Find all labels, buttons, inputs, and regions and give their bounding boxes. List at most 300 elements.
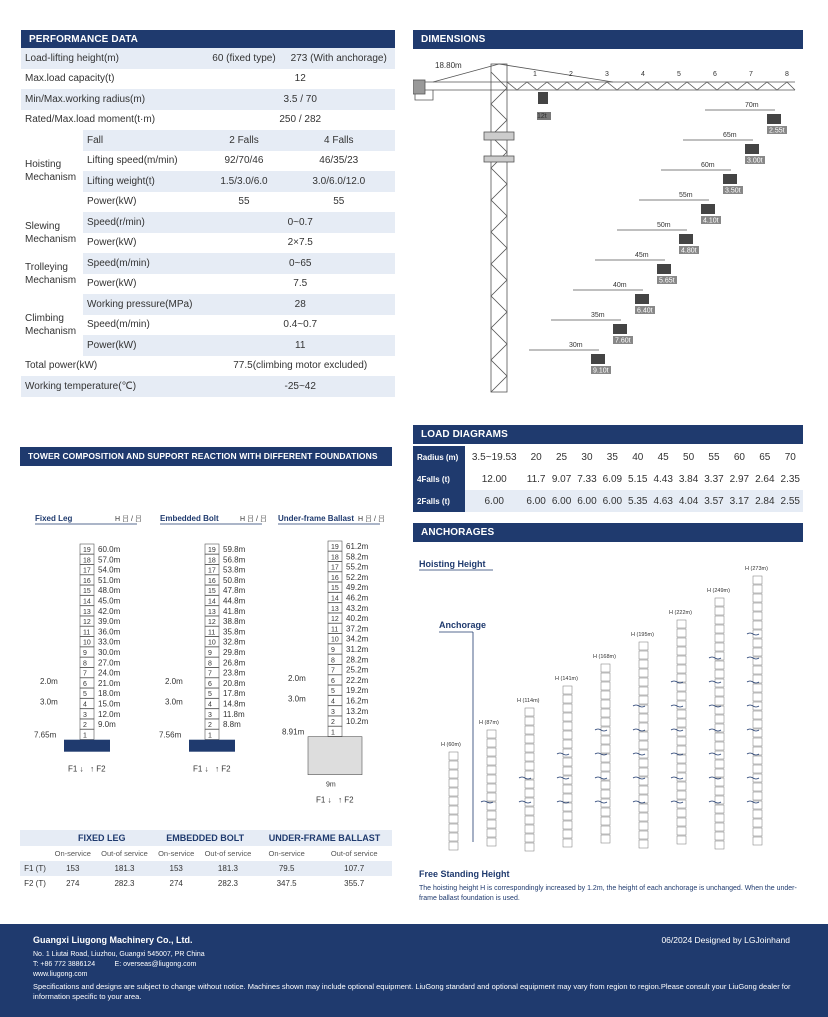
height-label: 61.2m xyxy=(346,542,369,551)
height-label: 40.2m xyxy=(346,614,369,624)
tower-title: TOWER COMPOSITION AND SUPPORT REACTION WITH DIFFERENT FOUNDATIONS xyxy=(20,447,392,466)
anchor-mast-section xyxy=(449,761,458,769)
anchor-mast-section xyxy=(715,832,724,840)
anchor-mast-section xyxy=(715,823,724,831)
anchorages-title: ANCHORAGES xyxy=(413,523,803,542)
anchorages-diagram xyxy=(413,552,803,864)
height-label: 21.0m xyxy=(98,678,121,688)
mast-section-number: 8 xyxy=(208,660,212,668)
anchor-mast-section xyxy=(639,777,648,785)
dimensions-diagram xyxy=(413,52,803,412)
foundation-block xyxy=(189,740,235,752)
height-label: 58.2m xyxy=(346,552,369,562)
anchor-mast-section xyxy=(753,603,762,611)
anchor-mast-section xyxy=(563,749,572,757)
anchor-mast-section xyxy=(677,683,686,691)
height-label: 20.8m xyxy=(223,678,246,688)
anchor-mast-section xyxy=(487,766,496,774)
mast-section-number: 7 xyxy=(331,667,335,675)
mast-section-number: 3 xyxy=(331,708,335,716)
mast-section-number: 10 xyxy=(208,639,216,647)
anchor-mast-section xyxy=(563,830,572,838)
height-label: 55.2m xyxy=(346,562,369,572)
sub-header-cell: Out-of service xyxy=(330,849,378,858)
height-label: 49.2m xyxy=(346,583,369,593)
sub-header-cell: On-service xyxy=(158,849,195,858)
anchor-mast-section xyxy=(677,791,686,799)
load-diagrams-title: LOAD DIAGRAMS xyxy=(413,425,803,444)
anchor-mast-section xyxy=(639,786,648,794)
height-label: 25.2m xyxy=(346,665,369,675)
two-falls-cell: 4.04 xyxy=(676,490,701,512)
f1-label: F1 ↓ xyxy=(193,764,209,774)
anchor-mast-section xyxy=(715,697,724,705)
jib-section-number: 8 xyxy=(785,71,789,78)
anchor-mast-section xyxy=(753,756,762,764)
load-weight-label: 3.50t xyxy=(725,187,741,195)
anchor-mast-section xyxy=(753,819,762,827)
table-row: Slewing Mechanism Speed(r/min) 0~0.7 xyxy=(21,212,395,233)
load-weight-label: 7.60t xyxy=(615,337,631,345)
height-label: 14.8m xyxy=(223,699,246,709)
anchor-mast-section xyxy=(639,687,648,695)
table-row: Trolleying Mechanism Speed(m/min) 0~65 xyxy=(21,253,395,274)
anchor-mast-section xyxy=(753,711,762,719)
height-label: 46.2m xyxy=(346,593,369,603)
anchor-mast-section xyxy=(677,710,686,718)
anchor-mast-section xyxy=(677,746,686,754)
anchor-mast-section xyxy=(449,833,458,841)
anchor-mast-section xyxy=(639,723,648,731)
anchor-mast-section xyxy=(601,736,610,744)
anchor-mast-section xyxy=(639,813,648,821)
anchor-mast-section xyxy=(525,708,534,716)
website-link[interactable]: www.liugong.com xyxy=(33,971,88,978)
anchor-mast-section xyxy=(601,709,610,717)
anchor-mast-section xyxy=(753,684,762,692)
load-block xyxy=(635,294,649,304)
table-row: Climbing Mechanism Working pressure(MPa) 28 xyxy=(21,294,395,315)
mast-section-number: 11 xyxy=(83,629,91,637)
anchor-mast-section xyxy=(601,673,610,681)
height-label: 57.0m xyxy=(98,555,121,565)
mast-section-number: 14 xyxy=(208,598,216,606)
anchor-mast-section xyxy=(677,620,686,628)
anchor-mast-section xyxy=(601,835,610,843)
radius-cell: 55 xyxy=(708,451,720,463)
radius-cell: 70 xyxy=(784,451,796,463)
dim-label: 3.0m xyxy=(288,694,306,704)
two-falls-cell: 2.55 xyxy=(778,490,804,512)
height-label: 9.0m xyxy=(98,720,116,730)
jib-section-number: 2 xyxy=(569,71,573,78)
anchor-mast-section xyxy=(753,621,762,629)
anchor-mast-section xyxy=(715,778,724,786)
anchor-mast-section xyxy=(715,760,724,768)
height-label: 36.0m xyxy=(98,627,121,637)
anchor-mast-section xyxy=(525,789,534,797)
anchor-mast-section xyxy=(715,742,724,750)
anchor-mast-section xyxy=(563,713,572,721)
anchor-mast-section xyxy=(753,828,762,836)
table-row: 4Falls (t) 12.00 11.7 9.07 7.33 6.09 5.15 4.43 3.84 3.37 2.97 2.64 2.35 xyxy=(413,468,803,490)
anchor-mast-section xyxy=(753,657,762,665)
four-falls-cell: 3.37 xyxy=(704,473,724,485)
radius-label: 60m xyxy=(701,162,715,169)
mast-section-number: 5 xyxy=(331,688,335,696)
anchor-mast-section xyxy=(525,753,534,761)
mast-section-number: 2 xyxy=(83,722,87,730)
load-block xyxy=(679,234,693,244)
anchor-mast-section xyxy=(639,768,648,776)
anchor-mast-section xyxy=(639,642,648,650)
anchor-mast-section xyxy=(715,661,724,669)
radius-cell: 65 xyxy=(759,451,771,463)
anchor-mast-section xyxy=(677,629,686,637)
radius-cell: 20 xyxy=(530,451,542,463)
radius-label: 55m xyxy=(679,192,693,199)
performance-table xyxy=(21,48,395,397)
anchor-mast-section xyxy=(525,807,534,815)
anchor-mast-section xyxy=(753,648,762,656)
anchor-mast-section xyxy=(639,678,648,686)
table-row: Power(kW) 55 55 xyxy=(87,196,345,208)
two-falls-cell: 4.63 xyxy=(650,490,675,512)
svg-text:12t: 12t xyxy=(537,113,547,120)
reaction-cell: 274 xyxy=(169,879,183,888)
jib-section-number: 5 xyxy=(677,71,681,78)
mast-section-number: 13 xyxy=(83,608,91,616)
tower-height-label: H (141m) xyxy=(555,676,578,682)
dim-label: 7.56m xyxy=(159,730,182,740)
anchor-mast-section xyxy=(601,664,610,672)
anchor-mast-section xyxy=(563,767,572,775)
height-label: 48.0m xyxy=(98,586,121,596)
tower-height-label: H (168m) xyxy=(593,654,616,660)
dim-label: 8.91m xyxy=(282,727,305,737)
anchor-mast-section xyxy=(563,695,572,703)
anchor-mast-section xyxy=(677,737,686,745)
dim-label: 3.0m xyxy=(40,697,58,707)
anchor-mast-section xyxy=(563,740,572,748)
four-falls-cell: 11.7 xyxy=(526,473,546,485)
anchor-mast-section xyxy=(525,798,534,806)
mast-section-number: 11 xyxy=(208,629,216,637)
height-label: 19.2m xyxy=(346,686,369,696)
anchor-mast-section xyxy=(449,797,458,805)
anchor-mast-section xyxy=(601,682,610,690)
anchor-mast-section xyxy=(677,665,686,673)
height-label: 52.2m xyxy=(346,572,369,582)
anchor-mast-section xyxy=(563,758,572,766)
mast-section-number: 6 xyxy=(331,677,335,685)
load-block xyxy=(745,144,759,154)
mast-section-number: 5 xyxy=(83,691,87,699)
height-label: 8.8m xyxy=(223,720,241,730)
anchor-mast-section xyxy=(639,795,648,803)
tower-height-label: H (114m) xyxy=(517,698,540,704)
anchor-mast-section xyxy=(753,666,762,674)
table-row: Speed(m/min) 0.4~0.7 xyxy=(87,319,318,331)
foundation-label: Fixed Leg xyxy=(35,514,73,523)
anchor-mast-section xyxy=(639,741,648,749)
anchor-mast-section xyxy=(487,748,496,756)
anchor-mast-section xyxy=(449,842,458,850)
sub-header-cell: Out-of service xyxy=(204,849,252,858)
mast-section-number: 19 xyxy=(331,544,339,551)
anchor-mast-section xyxy=(753,675,762,683)
anchor-mast-section xyxy=(753,630,762,638)
mast-section-number: 3 xyxy=(208,711,212,719)
reaction-cell: 153 xyxy=(50,861,96,876)
mast-section-number: 1 xyxy=(208,732,212,740)
mast-section-number: 17 xyxy=(208,567,216,575)
height-label: 15.0m xyxy=(98,699,121,709)
height-label: 26.8m xyxy=(223,658,246,668)
tower-height-label: H (222m) xyxy=(669,610,692,616)
mast-section-number: 17 xyxy=(83,567,91,575)
mast-section-number: 18 xyxy=(331,554,339,562)
anchor-mast-section xyxy=(715,715,724,723)
radius-label: 40m xyxy=(613,282,627,289)
anchor-mast-section xyxy=(449,788,458,796)
anchor-mast-section xyxy=(639,651,648,659)
mast-section-number: 16 xyxy=(208,577,216,585)
table-row: Power(kW) 7.5 xyxy=(87,278,308,290)
load-block xyxy=(767,114,781,124)
anchor-mast-section xyxy=(639,750,648,758)
reaction-cell: 153 xyxy=(153,861,199,876)
radius-label: 70m xyxy=(745,102,759,109)
jib-section-number: 4 xyxy=(641,71,645,78)
anchor-mast-section xyxy=(715,625,724,633)
dim-label: 3.0m xyxy=(165,697,183,707)
anchor-mast-section xyxy=(677,701,686,709)
mast-section-number: 5 xyxy=(208,691,212,699)
anchor-mast-section xyxy=(487,775,496,783)
mast-section-number: 4 xyxy=(208,701,212,709)
radius-cell: 60 xyxy=(733,451,745,463)
anchor-mast-section xyxy=(753,594,762,602)
two-falls-cell: 6.00 xyxy=(600,490,625,512)
mast-section-number: 7 xyxy=(208,670,212,678)
height-label: 27.0m xyxy=(98,658,121,668)
anchor-mast-section xyxy=(601,691,610,699)
four-falls-cell: 2.97 xyxy=(729,473,750,485)
load-weight-label: 5.65t xyxy=(659,277,675,285)
anchor-mast-section xyxy=(601,754,610,762)
height-label: 54.0m xyxy=(98,565,121,575)
anchor-mast-section xyxy=(753,747,762,755)
anchor-mast-section xyxy=(753,576,762,584)
two-falls-cell: 2.84 xyxy=(752,490,777,512)
anchor-mast-section xyxy=(639,831,648,839)
load-weight-label: 4.10t xyxy=(703,217,719,225)
anchor-mast-section xyxy=(601,700,610,708)
radius-label: 35m xyxy=(591,312,605,319)
f2-label: ↑ F2 xyxy=(338,795,354,805)
mast-section-number: 15 xyxy=(83,588,91,596)
tower-height-label: H (87m) xyxy=(479,720,499,726)
mast-section-number: 4 xyxy=(83,701,87,709)
anchor-mast-section xyxy=(601,781,610,789)
anchor-mast-section xyxy=(639,759,648,767)
anchor-mast-section xyxy=(753,783,762,791)
height-label: 56.8m xyxy=(223,555,246,565)
table-row: Min/Max.working radius(m) 3.5 / 70 xyxy=(21,89,395,110)
tower-height-label: H (249m) xyxy=(707,588,730,594)
two-falls-cell: 6.00 xyxy=(523,490,548,512)
anchor-mast-section xyxy=(525,735,534,743)
table-row: 2Falls (t) 6.00 6.00 6.00 6.00 6.00 5.35 4.63 4.04 3.57 3.17 2.84 2.55 xyxy=(413,490,803,512)
anchor-mast-section xyxy=(753,639,762,647)
mast-section-number: 2 xyxy=(331,719,335,727)
anchor-mast-section xyxy=(715,706,724,714)
company-address: No. 1 Liutai Road, Liuzhou, Guangxi 545007, PR China T: +86 772 3886124 E: overseas@liugong.com www.liugong.com xyxy=(33,951,205,978)
anchorage-label: Anchorage xyxy=(439,620,487,630)
anchor-mast-section xyxy=(715,670,724,678)
mast-section-number: 18 xyxy=(208,557,216,565)
anchor-mast-section xyxy=(487,793,496,801)
anchor-mast-section xyxy=(715,634,724,642)
height-label: 59.8m xyxy=(223,545,246,554)
radius-cell: 50 xyxy=(683,451,695,463)
dimensions-title: DIMENSIONS xyxy=(413,30,803,49)
height-label: 30.0m xyxy=(98,648,121,657)
radius-label: 45m xyxy=(635,252,649,259)
anchor-mast-section xyxy=(563,776,572,784)
performance-title: PERFORMANCE DATA xyxy=(21,30,395,49)
height-label: 16.2m xyxy=(346,696,369,706)
table-row: Power(kW) 2×7.5 xyxy=(87,237,313,249)
anchor-mast-section xyxy=(449,824,458,832)
anchor-mast-section xyxy=(715,787,724,795)
anchor-mast-section xyxy=(601,763,610,771)
anchor-mast-section xyxy=(449,752,458,760)
mast-section-number: 7 xyxy=(83,670,87,678)
height-label: 13.2m xyxy=(346,706,369,716)
anchor-mast-section xyxy=(715,805,724,813)
mast-section-number: 14 xyxy=(331,595,339,603)
radius-cell: 30 xyxy=(581,451,593,463)
anchor-mast-section xyxy=(753,585,762,593)
anchor-mast-section xyxy=(563,785,572,793)
mast-section-number: 14 xyxy=(83,598,91,606)
anchor-mast-section xyxy=(525,834,534,842)
load-weight-label: 6.40t xyxy=(637,307,653,315)
anchor-mast-section xyxy=(601,718,610,726)
dim-label: 7.65m xyxy=(34,730,57,740)
anchor-mast-section xyxy=(601,808,610,816)
load-block xyxy=(723,174,737,184)
anchor-mast-section xyxy=(677,836,686,844)
foundation-header: H 吕 / 吕 xyxy=(240,516,267,523)
anchor-mast-section xyxy=(677,809,686,817)
reaction-cell: 347.5 xyxy=(276,879,297,888)
anchor-mast-section xyxy=(715,769,724,777)
anchor-mast-section xyxy=(449,806,458,814)
table-row: Hoisting Mechanism Fall 2 Falls 4 Falls xyxy=(21,130,395,151)
anchor-mast-section xyxy=(677,674,686,682)
anchor-mast-section xyxy=(639,669,648,677)
disclaimer: Specifications and designs are subject to change without notice. Machines shown may include optional equipment. LiuGong standard and optional equipment may vary from region to region.Please consult your LiuGong dealer for information specific to your area. xyxy=(33,982,791,1001)
mast-section-number: 19 xyxy=(208,547,216,554)
table-row xyxy=(20,846,392,861)
four-falls-cell: 3.84 xyxy=(678,473,699,485)
mast-section-number: 12 xyxy=(208,619,216,627)
height-label: 34.2m xyxy=(346,634,369,644)
anchor-mast-section xyxy=(525,816,534,824)
anchor-mast-section xyxy=(715,607,724,615)
height-label: 31.2m xyxy=(346,645,369,654)
anchor-mast-section xyxy=(601,817,610,825)
reaction-cell: 282.3 xyxy=(114,879,135,888)
f2-label: ↑ F2 xyxy=(90,764,106,774)
anchor-mast-section xyxy=(677,638,686,646)
anchor-mast-section xyxy=(487,730,496,738)
height-label: 35.8m xyxy=(223,627,246,637)
anchor-mast-section xyxy=(487,784,496,792)
height-label: 41.8m xyxy=(223,606,246,616)
height-label: 50.8m xyxy=(223,575,246,585)
height-label: 22.2m xyxy=(346,675,369,685)
designed-by: 06/2024 Designed by LGJoinhand xyxy=(661,935,790,945)
load-block xyxy=(591,354,605,364)
reaction-table xyxy=(20,830,392,891)
mast-section-number: 11 xyxy=(331,626,339,634)
footer xyxy=(0,924,828,1017)
anchor-mast-section xyxy=(525,843,534,851)
radius-ladder xyxy=(529,102,787,375)
height-label: 24.0m xyxy=(98,668,121,678)
anchor-mast-section xyxy=(487,802,496,810)
mast-section-number: 9 xyxy=(331,647,335,654)
table-row: Power(kW) 11 xyxy=(21,335,395,356)
height-label: 23.8m xyxy=(223,668,246,678)
foundation-block xyxy=(64,740,110,752)
load-weight-label: 9.10t xyxy=(593,367,609,375)
jib-section-number: 1 xyxy=(533,71,537,78)
anchor-mast-section xyxy=(753,810,762,818)
two-falls-cell: 6.00 xyxy=(549,490,574,512)
tower-composition-diagram xyxy=(20,505,392,820)
anchor-mast-section xyxy=(563,812,572,820)
anchor-mast-section xyxy=(601,745,610,753)
height-label: 12.0m xyxy=(98,709,121,719)
anchor-mast-section xyxy=(715,643,724,651)
anchor-mast-section xyxy=(487,829,496,837)
mast-section-number: 6 xyxy=(208,680,212,688)
anchor-mast-section xyxy=(487,757,496,765)
anchor-mast-section xyxy=(677,755,686,763)
height-label: 10.2m xyxy=(346,717,369,727)
height-label: 42.0m xyxy=(98,606,121,616)
sub-header-cell: On-service xyxy=(268,849,305,858)
height-label: 32.8m xyxy=(223,637,246,647)
height-label: 18.0m xyxy=(98,689,121,699)
height-label: 29.8m xyxy=(223,648,246,657)
height-label: 47.8m xyxy=(223,586,246,596)
anchor-mast-section xyxy=(601,790,610,798)
height-label: 43.2m xyxy=(346,603,369,613)
anchor-mast-section xyxy=(639,660,648,668)
mast-section-number: 15 xyxy=(208,588,216,596)
four-falls-cell: 6.09 xyxy=(602,473,623,485)
height-label: 39.0m xyxy=(98,617,121,627)
height-label: 37.2m xyxy=(346,624,369,634)
load-weight-label: 3.00t xyxy=(747,157,763,165)
anchor-mast-section xyxy=(677,647,686,655)
